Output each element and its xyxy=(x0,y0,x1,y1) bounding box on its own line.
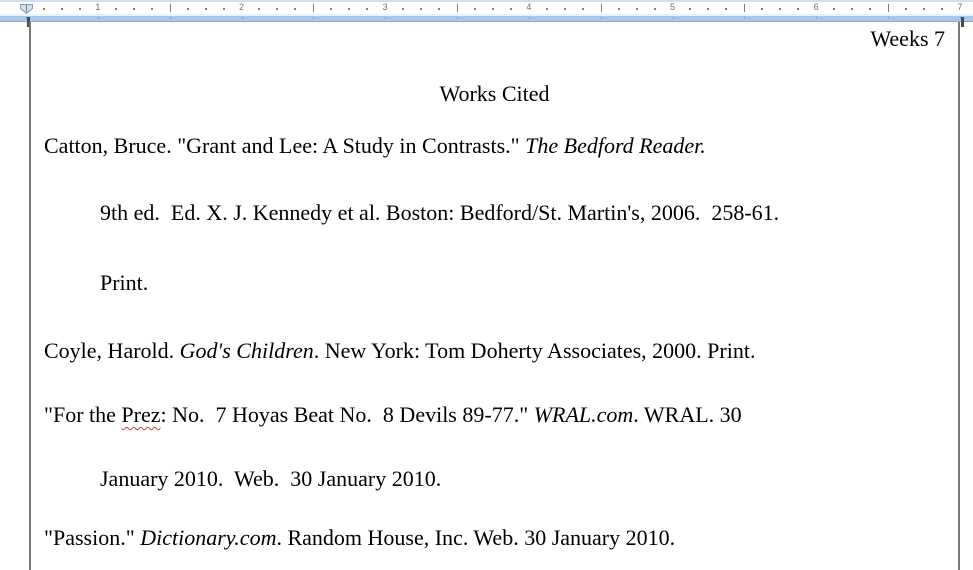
citation-text: "For the xyxy=(44,402,122,427)
ruler-inch-number: 5 xyxy=(669,2,676,12)
ruler-inch-number: 3 xyxy=(382,2,388,12)
citation-line-3[interactable] xyxy=(44,270,973,296)
misspelled-word[interactable]: Prez xyxy=(121,402,161,427)
ruler-half-inch-tick xyxy=(26,4,27,12)
citation-line-6[interactable] xyxy=(44,466,973,492)
citation-text: : No. 7 Hoyas Beat No. 8 Devils 89-77." xyxy=(160,402,534,427)
ruler-inch-number: 2 xyxy=(238,2,245,12)
citation-text: . Random House, Inc. Web. 30 January 2010. xyxy=(276,525,676,550)
ruler-strip-mark xyxy=(26,16,27,19)
citation-line-2[interactable] xyxy=(44,200,973,226)
citation-text: 9th ed. Ed. X. J. Kennedy et al. Boston: Bedford/St. Martin's, 2006. 258-61. xyxy=(100,200,780,225)
citation-text: "Passion." xyxy=(44,525,141,550)
document-page[interactable] xyxy=(44,0,945,570)
citation-line-7[interactable] xyxy=(44,525,945,551)
works-cited-title[interactable]: Works Cited xyxy=(439,81,550,106)
right-indent-marker[interactable] xyxy=(961,17,964,27)
citation-text-italic: WRAL.com xyxy=(533,402,634,427)
ruler-strip-mark xyxy=(960,16,961,19)
citation-text: Catton, Bruce. "Grant and Lee: A Study in Contrasts." xyxy=(44,133,526,158)
ruler-inch-number: 1 xyxy=(95,2,101,12)
citation-text: . WRAL. 30 xyxy=(633,402,742,427)
citation-text: January 2010. Web. 30 January 2010. xyxy=(100,466,442,491)
citation-text: Coyle, Harold. xyxy=(44,338,180,363)
citation-text-italic: God's Children xyxy=(179,338,314,363)
ruler-inch-number: 7 xyxy=(957,2,963,12)
text-boundary-left xyxy=(29,22,31,570)
citation-line-5[interactable] xyxy=(44,402,945,428)
citation-text: . New York: Tom Doherty Associates, 2000. Print. xyxy=(313,338,756,363)
ruler-inch-number: 4 xyxy=(526,2,532,12)
ruler-inch-number: 6 xyxy=(813,2,819,12)
citation-text: Print. xyxy=(100,270,149,295)
citation-line-4[interactable] xyxy=(44,338,945,364)
citation-text-italic: The Bedford Reader. xyxy=(525,133,706,158)
citation-line-1[interactable] xyxy=(44,133,945,159)
running-head[interactable]: Weeks 7 xyxy=(870,26,945,51)
citation-text-italic: Dictionary.com xyxy=(140,525,277,550)
